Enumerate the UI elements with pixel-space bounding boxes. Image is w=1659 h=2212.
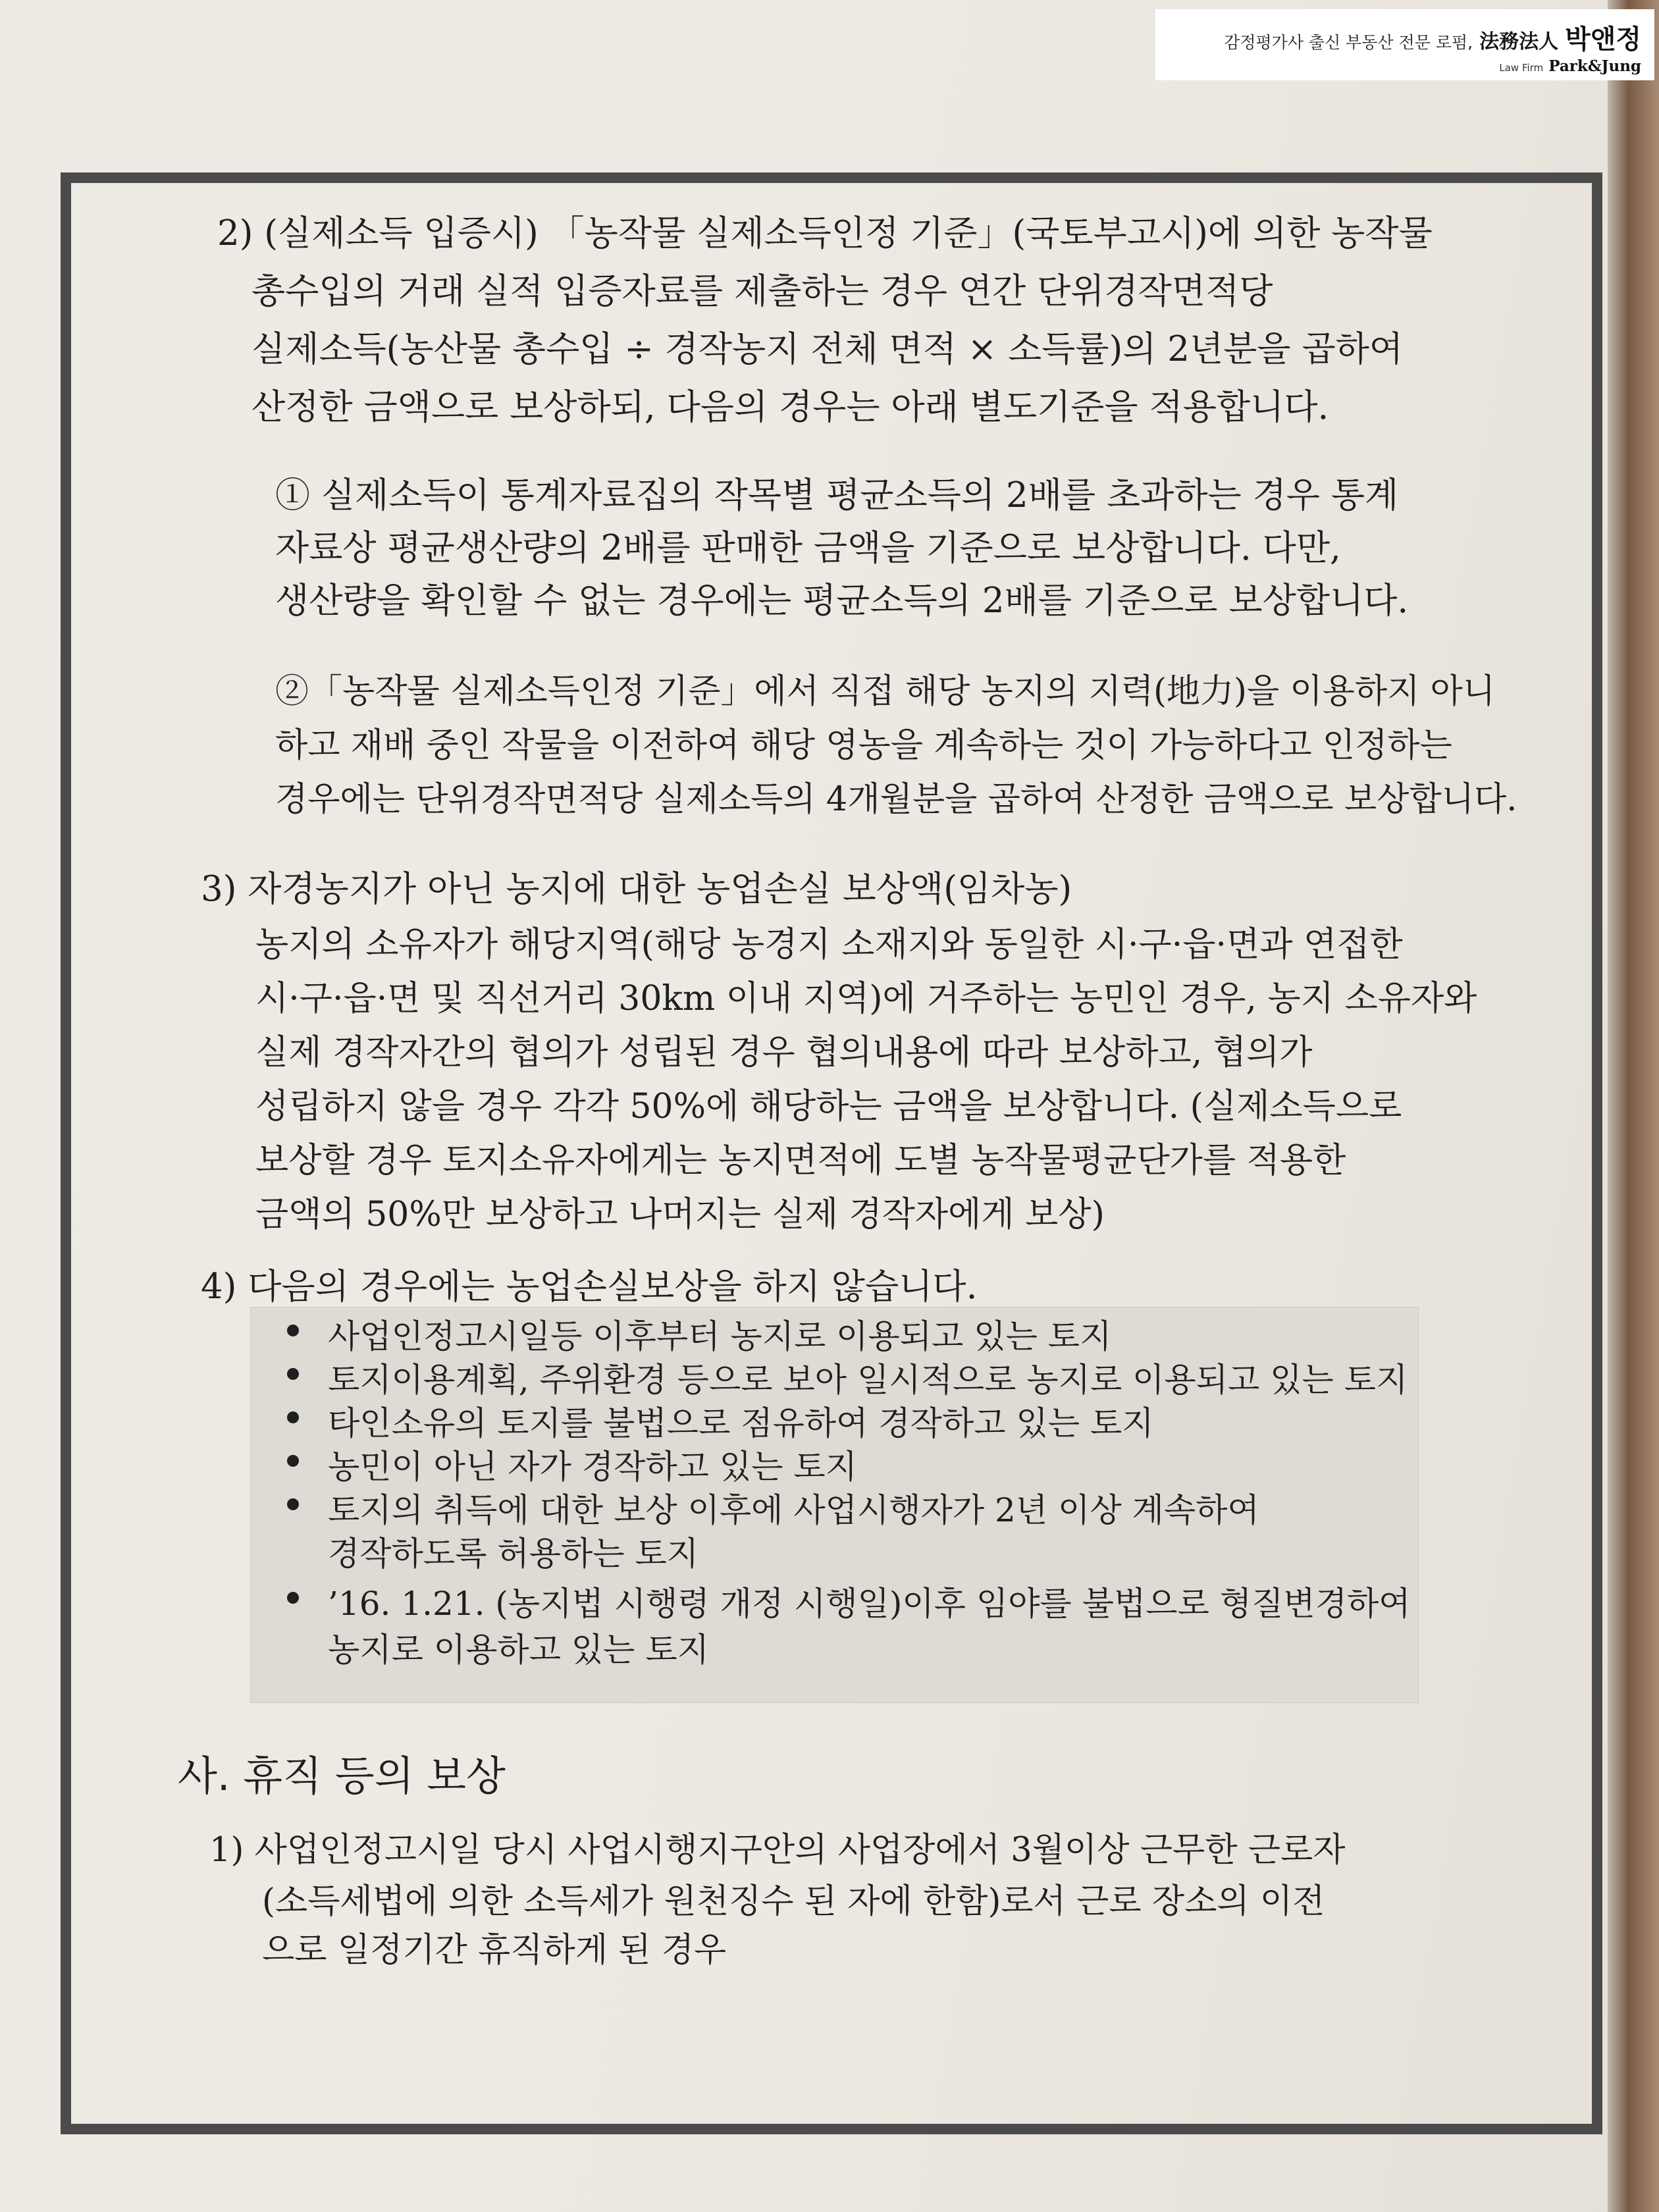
- section3-line-2: 시·구·읍·면 및 직선거리 30km 이내 지역)에 거주하는 농민인 경우, 농지 소유자와: [255, 979, 1477, 1018]
- bullet-dot: [287, 1592, 299, 1604]
- section3-heading: 3) 자경농지가 아닌 농지에 대한 농업손실 보상액(임차농): [201, 869, 1072, 909]
- section2-sub2-line-3: 경우에는 단위경작면적당 실제소득의 4개월분을 곱하여 산정한 금액으로 보상합니다.: [275, 780, 1517, 819]
- section3-line-3: 실제 경작자간의 협의가 성립된 경우 협의내용에 따라 보상하고, 협의가: [255, 1033, 1313, 1072]
- section2-line-1: 2) (실제소득 입증시) 「농작물 실제소득인정 기준」(국토부고시)에 의한 농작물: [217, 213, 1433, 253]
- section3-line-5: 보상할 경우 토지소유자에게는 농지면적에 도별 농작물평균단가를 적용한: [255, 1141, 1346, 1180]
- book-spine: [1608, 0, 1659, 2212]
- section2-line-2: 총수입의 거래 실적 입증자료를 제출하는 경우 연간 단위경작면적당: [251, 271, 1273, 311]
- section2-sub2-line-1: ②「농작물 실제소득인정 기준」에서 직접 해당 농지의 지력(地力)을 이용하지 아니: [275, 672, 1496, 711]
- watermark-tagline: 감정평가사 출신 부동산 전문 로펌,: [1224, 33, 1473, 52]
- section2-sub2-line-2: 하고 재배 중인 작물을 이전하여 해당 영농을 계속하는 것이 가능하다고 인정하는: [275, 726, 1452, 765]
- section2-line-3: 실제소득(농산물 총수입 ÷ 경작농지 전체 면적 × 소득률)의 2년분을 곱하여: [251, 329, 1404, 369]
- section3-line-4: 성립하지 않을 경우 각각 50%에 해당하는 금액을 보상합니다. (실제소득으로: [255, 1087, 1402, 1126]
- watermark-firm-name: 박앤정: [1565, 24, 1641, 55]
- law-firm-watermark: [1155, 9, 1654, 80]
- watermark-law-firm-label: Law Firm: [1499, 62, 1544, 74]
- bullet-dot: [287, 1368, 299, 1380]
- exclusion-item-4: 농민이 아닌 자가 경작하고 있는 토지: [328, 1448, 857, 1486]
- section-sa-line-3: 으로 일정기간 휴직하게 된 경우: [262, 1931, 727, 1970]
- exclusion-item-2: 토지이용계획, 주위환경 등으로 보아 일시적으로 농지로 이용되고 있는 토지: [328, 1361, 1408, 1399]
- section-sa-line-1: 1) 사업인정고시일 당시 사업시행지구안의 사업장에서 3월이상 근무한 근로자: [209, 1831, 1346, 1870]
- section2-line-4: 산정한 금액으로 보상하되, 다음의 경우는 아래 별도기준을 적용합니다.: [251, 387, 1329, 427]
- section2-sub1-line-3: 생산량을 확인할 수 없는 경우에는 평균소득의 2배를 기준으로 보상합니다.: [275, 581, 1409, 621]
- section4-heading: 4) 다음의 경우에는 농업손실보상을 하지 않습니다.: [201, 1267, 978, 1307]
- watermark-firm-hanja: 法務法人: [1479, 30, 1559, 53]
- section-sa-line-2: (소득세법에 의한 소득세가 원천징수 된 자에 한함)로서 근로 장소의 이전: [262, 1882, 1325, 1921]
- exclusion-item-5-line-1: 토지의 취득에 대한 보상 이후에 사업시행자가 2년 이상 계속하여: [328, 1491, 1259, 1529]
- section2-sub1-line-1: ① 실제소득이 통계자료집의 작목별 평균소득의 2배를 초과하는 경우 통계: [275, 475, 1399, 515]
- bullet-dot: [287, 1325, 299, 1336]
- bullet-dot: [287, 1498, 299, 1510]
- watermark-firm-english: Park&Jung: [1548, 57, 1641, 75]
- exclusion-item-3: 타인소유의 토지를 불법으로 점유하여 경작하고 있는 토지: [328, 1404, 1154, 1442]
- exclusion-item-1: 사업인정고시일등 이후부터 농지로 이용되고 있는 토지: [328, 1317, 1112, 1356]
- exclusion-item-6-line-2: 농지로 이용하고 있는 토지: [328, 1631, 709, 1669]
- section-sa-heading: 사. 휴직 등의 보상: [178, 1752, 506, 1800]
- section3-line-1: 농지의 소유자가 해당지역(해당 농경지 소재지와 동일한 시·구·읍·면과 연접한: [255, 925, 1403, 964]
- section2-sub1-line-2: 자료상 평균생산량의 2배를 판매한 금액을 기준으로 보상합니다. 다만,: [275, 528, 1341, 568]
- bullet-dot: [287, 1411, 299, 1423]
- section3-line-6: 금액의 50%만 보상하고 나머지는 실제 경작자에게 보상): [255, 1195, 1105, 1234]
- exclusion-item-5-line-2: 경작하도록 허용하는 토지: [328, 1535, 699, 1573]
- exclusion-item-6-line-1: ’16. 1.21. (농지법 시행령 개정 시행일)이후 임야를 불법으로 형질변경하여: [328, 1585, 1411, 1623]
- bullet-dot: [287, 1455, 299, 1467]
